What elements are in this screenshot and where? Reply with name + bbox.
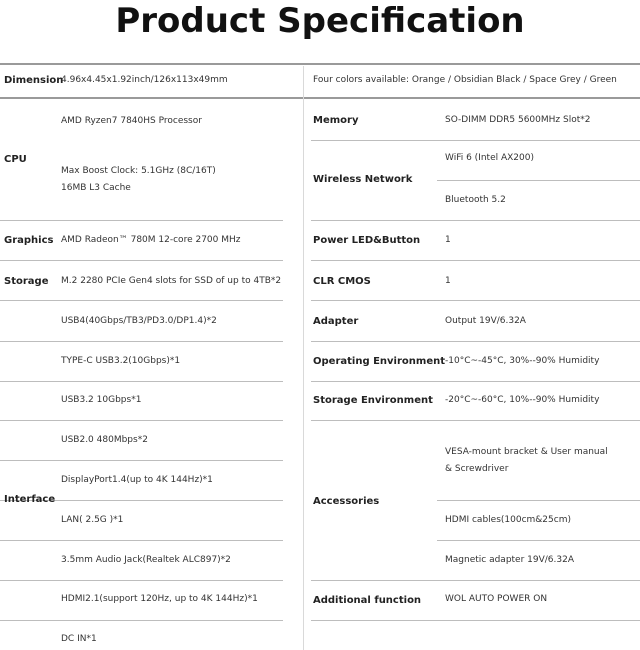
row-divider bbox=[437, 500, 640, 501]
interface-item: DC IN*1 bbox=[61, 634, 97, 644]
top-divider bbox=[0, 63, 640, 65]
dimension-label: Dimension bbox=[4, 75, 64, 86]
adapter-value: Output 19V/6.32A bbox=[445, 316, 526, 326]
row-divider bbox=[311, 620, 640, 621]
power-led-value: 1 bbox=[445, 235, 451, 245]
row-divider bbox=[0, 540, 283, 541]
interface-item: 3.5mm Audio Jack(Realtek ALC897)*2 bbox=[61, 555, 231, 565]
row-divider bbox=[0, 580, 283, 581]
interface-item: TYPE-C USB3.2(10Gbps)*1 bbox=[61, 356, 181, 366]
cpu-boost: Max Boost Clock: 5.1GHz (8C/16T) bbox=[61, 166, 216, 176]
cpu-label: CPU bbox=[4, 154, 27, 165]
cpu-processor: AMD Ryzen7 7840HS Processor bbox=[61, 116, 202, 126]
row-divider bbox=[311, 300, 640, 301]
storage-label: Storage bbox=[4, 276, 49, 287]
interface-item: HDMI2.1(support 120Hz, up to 4K 144Hz)*1 bbox=[61, 594, 258, 604]
row-divider bbox=[311, 420, 640, 421]
header-divider bbox=[0, 97, 640, 99]
power-led-label: Power LED&Button bbox=[313, 235, 421, 246]
accessories-item: Magnetic adapter 19V/6.32A bbox=[445, 555, 574, 565]
row-divider bbox=[311, 140, 640, 141]
operating-env-value: -10°C~-45°C, 30%--90% Humidity bbox=[445, 356, 600, 366]
storage-env-label: Storage Environment bbox=[313, 395, 433, 406]
row-divider bbox=[0, 220, 283, 221]
interface-item: USB3.2 10Gbps*1 bbox=[61, 395, 142, 405]
memory-value: SO-DIMM DDR5 5600MHz Slot*2 bbox=[445, 115, 591, 125]
row-divider bbox=[0, 260, 283, 261]
dimension-value: 4.96x4.45x1.92inch/126x113x49mm bbox=[61, 75, 228, 85]
graphics-value: AMD Radeon™ 780M 12-core 2700 MHz bbox=[61, 235, 241, 245]
operating-env-label: Operating Environment bbox=[313, 356, 446, 367]
column-divider bbox=[303, 66, 304, 650]
row-divider bbox=[0, 420, 283, 421]
row-divider bbox=[311, 381, 640, 382]
bluetooth-value: Bluetooth 5.2 bbox=[445, 195, 506, 205]
row-divider bbox=[0, 460, 283, 461]
row-divider bbox=[0, 381, 283, 382]
row-divider bbox=[437, 540, 640, 541]
interface-label: Interface bbox=[4, 494, 56, 505]
clr-cmos-label: CLR CMOS bbox=[313, 276, 371, 287]
row-divider bbox=[311, 580, 640, 581]
row-divider bbox=[0, 341, 283, 342]
storage-value: M.2 2280 PCIe Gen4 slots for SSD of up to 4TB*2 bbox=[61, 276, 282, 286]
row-divider bbox=[311, 341, 640, 342]
row-divider bbox=[311, 260, 640, 261]
accessories-item: & Screwdriver bbox=[445, 464, 509, 474]
memory-label: Memory bbox=[313, 115, 359, 126]
wireless-label: Wireless Network bbox=[313, 174, 413, 185]
accessories-item: VESA-mount bracket & User manual bbox=[445, 447, 608, 457]
wifi-value: WiFi 6 (Intel AX200) bbox=[445, 153, 534, 163]
row-divider bbox=[437, 180, 640, 181]
accessories-item: HDMI cables(100cm&25cm) bbox=[445, 515, 571, 525]
interface-item: USB4(40Gbps/TB3/PD3.0/DP1.4)*2 bbox=[61, 316, 217, 326]
interface-item: USB2.0 480Mbps*2 bbox=[61, 435, 148, 445]
storage-env-value: -20°C~-60°C, 10%--90% Humidity bbox=[445, 395, 600, 405]
cpu-cache: 16MB L3 Cache bbox=[61, 183, 131, 193]
additional-function-value: WOL AUTO POWER ON bbox=[445, 594, 548, 604]
clr-cmos-value: 1 bbox=[445, 276, 451, 286]
row-divider bbox=[311, 220, 640, 221]
row-divider bbox=[0, 620, 283, 621]
colors-value: Four colors available: Orange / Obsidian Black / Space Grey / Green bbox=[313, 75, 617, 85]
interface-item: LAN( 2.5G )*1 bbox=[61, 515, 124, 525]
accessories-label: Accessories bbox=[313, 496, 380, 507]
graphics-label: Graphics bbox=[4, 235, 54, 246]
adapter-label: Adapter bbox=[313, 316, 359, 327]
interface-item: DisplayPort1.4(up to 4K 144Hz)*1 bbox=[61, 475, 213, 485]
row-divider bbox=[0, 300, 283, 301]
page-title: Product Specification bbox=[115, 1, 525, 41]
additional-function-label: Additional function bbox=[313, 595, 422, 606]
